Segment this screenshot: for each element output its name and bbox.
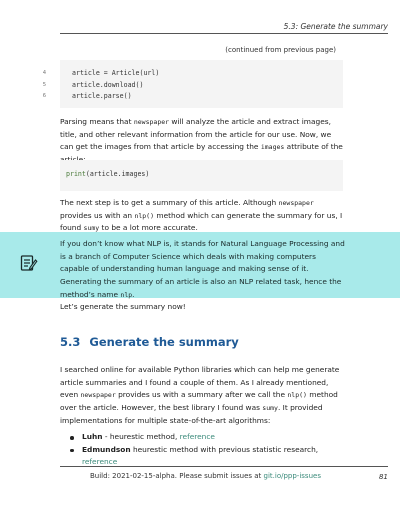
code-text: (article.images) (85, 170, 150, 178)
header-rule (60, 33, 388, 34)
reference-link[interactable]: reference (179, 432, 215, 441)
text-span: method which can generate the summary for us, I found (60, 210, 343, 233)
algorithm-description: heurestic method with previous statistic research, (130, 444, 319, 454)
footer (90, 472, 321, 480)
inline-code: newspaper (80, 391, 116, 400)
inline-code: sumy (262, 404, 278, 413)
text-span: If you don’t know what NLP is, it stands for Natural Language Processing and is a branch of Computer Science which deals with making computers capable of understanding human language and making sense of it. Generating the summary of an article is also an NLP related task, hence the method’s name (60, 239, 345, 299)
code-line (42, 91, 343, 103)
paragraph-libraries (60, 364, 345, 428)
code-text: article.download() (72, 80, 144, 89)
inline-code: nlp() (287, 391, 307, 400)
text-span: attribute of the (286, 142, 343, 152)
inline-code: newspaper (133, 118, 170, 126)
list-item (70, 444, 345, 467)
algorithm-list (70, 431, 345, 467)
note-icon (20, 254, 38, 276)
algorithm-name: Luhn (82, 432, 103, 441)
line-number: 6 (42, 93, 46, 99)
paragraph-lets-generate: Let’s generate the summary now! (60, 302, 186, 311)
text-span: will analyze the article and extract images, title, and other relevant information from the article for our use. Now, we can get the images from that article by accessing the (60, 117, 332, 152)
running-head: 5.3: Generate the summary (283, 22, 388, 31)
text-span: The next step is to get a summary of this article. Although (60, 198, 279, 207)
footer-rule (60, 466, 388, 467)
code-text: article.parse() (72, 92, 132, 100)
code-line (42, 68, 343, 80)
note-text (60, 238, 345, 302)
text-span: . (132, 289, 135, 299)
list-item (70, 431, 345, 444)
code-line (42, 80, 343, 92)
bullet-icon (70, 436, 74, 440)
code-function: print (66, 170, 86, 178)
inline-code: nlp (120, 290, 133, 299)
text-span: provides us with a summary after we call the (115, 390, 288, 400)
line-number: 5 (42, 81, 46, 88)
bullet-icon (70, 449, 74, 453)
inline-code: images (260, 143, 285, 152)
paragraph-next-step (60, 197, 345, 235)
section-heading (60, 335, 239, 349)
issues-link[interactable]: git.io/ppp-issues (263, 472, 321, 480)
algorithm-name: Edmundson (82, 444, 131, 454)
inline-code: newspaper (278, 199, 314, 207)
page-number: 81 (378, 472, 388, 481)
footer-text: Build: 2021-02-15-alpha. Please submit issues at (90, 472, 264, 480)
inline-code: sumy (83, 224, 100, 233)
text-span: method over the article. However, the best library I found was (60, 390, 338, 413)
code-block (60, 160, 343, 191)
note-callout (0, 232, 400, 298)
inline-code: nlp() (134, 211, 155, 220)
code-block (42, 60, 343, 108)
text-span: I searched online for available Python libraries which can help me generate article summaries and I found a couple of them. As I already mentioned, even (60, 365, 340, 400)
section-title: Generate the summary (89, 335, 239, 349)
line-number: 4 (42, 70, 46, 76)
algorithm-description: - heurestic method, (102, 432, 180, 441)
section-number: 5.3 (60, 335, 81, 349)
continued-note: (continued from previous page) (225, 46, 336, 54)
text-span: Parsing means that (60, 117, 134, 126)
text-span: to be a lot more accurate. (99, 223, 198, 233)
text-span: . It provided implementations for multiple state-of-the-art algorithms: (60, 403, 323, 425)
text-span: provides us with an (60, 210, 135, 220)
code-text: article = Article(url) (72, 69, 160, 77)
reference-link[interactable]: reference (82, 457, 118, 467)
